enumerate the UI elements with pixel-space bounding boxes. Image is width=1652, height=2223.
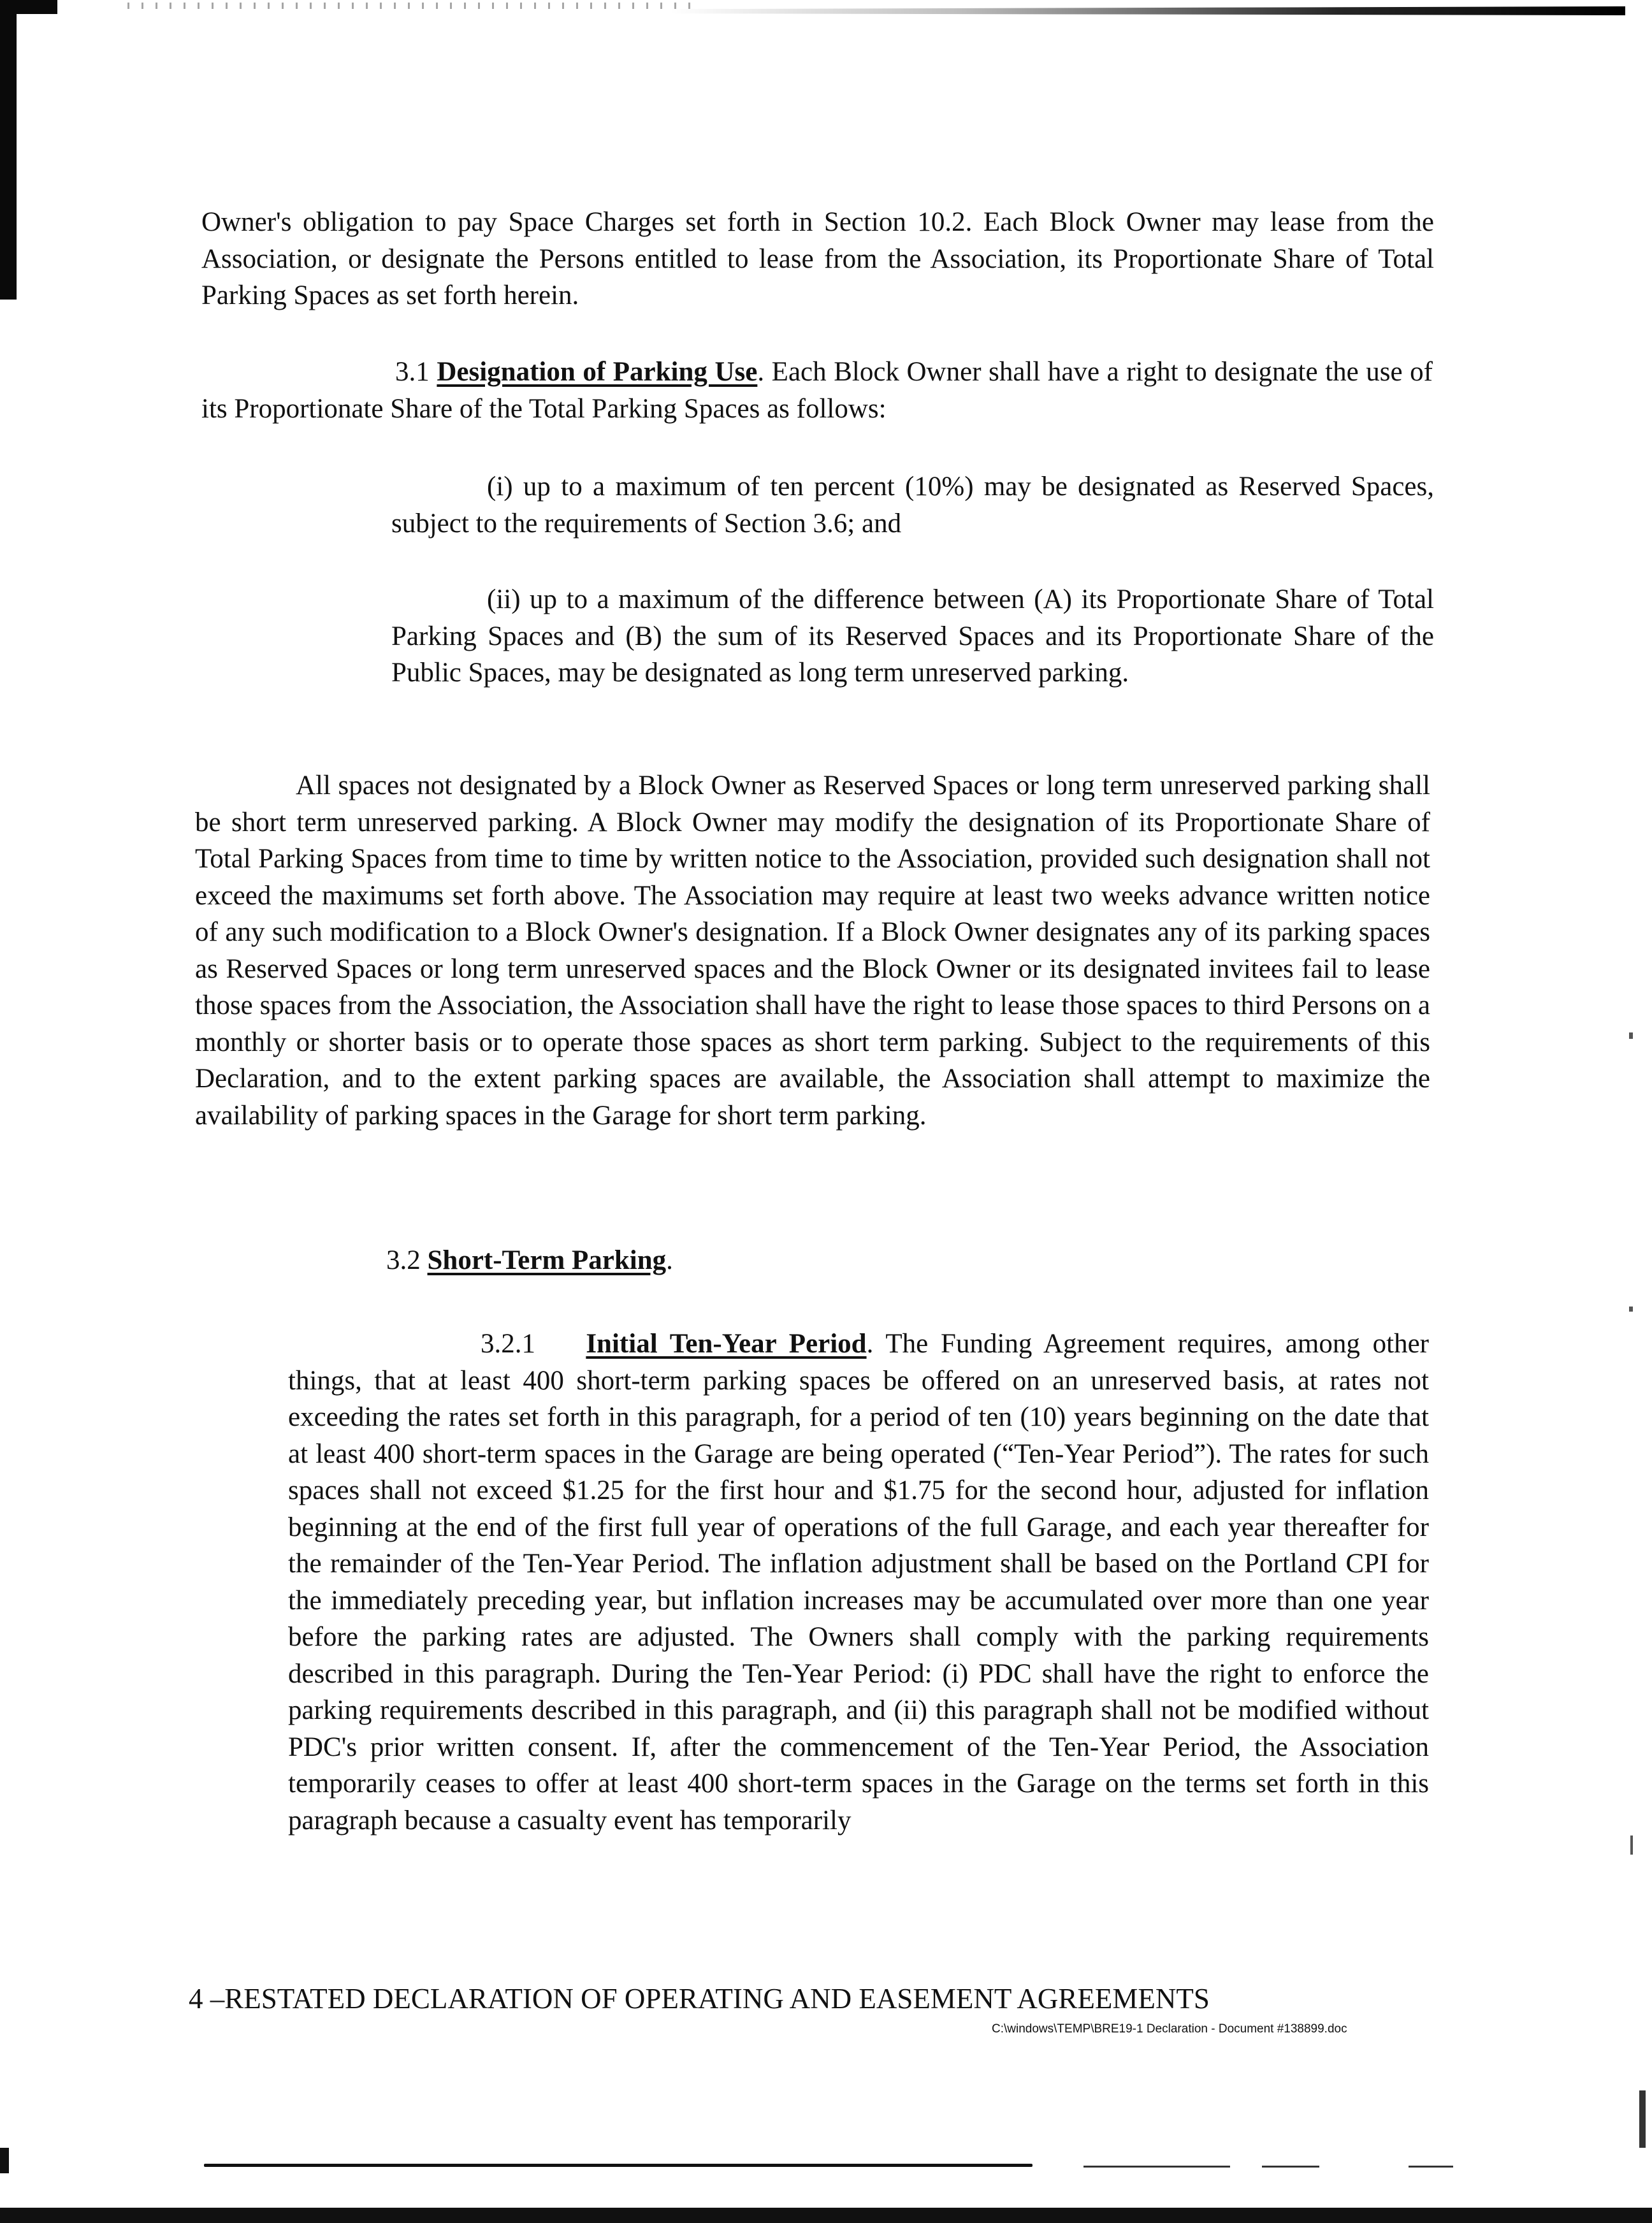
section-3-2-number: 3.2 xyxy=(386,1245,421,1275)
section-3-1-text: . Each Block Owner shall have a right to designate the use of its Proportionate Share of the Total Parking Spaces as follows: xyxy=(201,357,1433,424)
scan-edge-shadow xyxy=(0,0,17,300)
section-3-2-1-text: . The Funding Agreement requires, among other things, that at least 400 short-term parking spaces be offered on an unreserved basis, at rates not exceeding the rates set forth in this paragraph, for a period of ten (10) years beginning on the date that at least 400 short-term spaces in the Garage are being operated (“Ten-Year Period”). The rates for such spaces shall not exceed $1.25 for the first hour and $1.75 for the second hour, adjusted for inflation beginning at the end of the first full year of operations of the full Garage, and each year thereafter for the remainder of the Ten-Year Period. The inflation adjustment shall be based on the Portland CPI for the immediately preceding year, but inflation increases may be accumulated over more than one year before the parking rates are adjusted. The Owners shall comply with the parking requirements described in this paragraph. During the Ten-Year Period: (i) PDC shall have the right to enforce the parking requirements described in this paragraph, and (ii) this paragraph shall not be modified without PDC's prior written consent. If, after the commencement of the Ten-Year Period, the Association temporarily ceases to offer at least 400 short-term spaces in the Garage on the terms set forth in this paragraph because a casualty event has temporarily xyxy=(288,1329,1429,1836)
scan-speck xyxy=(1639,2090,1646,2148)
scan-bottom-dash xyxy=(1409,2166,1453,2168)
section-3-2-1-heading: Initial Ten-Year Period xyxy=(586,1329,867,1359)
section-3-2-heading-line xyxy=(386,1242,673,1279)
section-3-1-paragraph xyxy=(201,354,1433,427)
intro-paragraph: Owner's obligation to pay Space Charges set forth in Section 10.2. Each Block Owner may lease from the Association, or designate the Persons entitled to lease from the Association, its Proportionate Share of Total Parking Spaces as set forth herein. xyxy=(201,207,1434,310)
all-spaces-paragraph: All spaces not designated by a Block Owner as Reserved Spaces or long term unreserved parking shall be short term unreserved parking. A Block Owner may modify the designation of its Proportionate Share of Total Parking Spaces from time to time by written notice to the Association, provided such designation shall not exceed the maximums set forth above. The Association may require at least two weeks advance written notice of any such modification to a Block Owner's designation. If a Block Owner designates any of its parking spaces as Reserved Spaces or long term unreserved spaces and the Block Owner or its designated invitees fail to lease those spaces from the Association, the Association shall have the right to lease those spaces to third Persons on a monthly or shorter basis or to operate those spaces as short term parking. Subject to the requirements of this Declaration, and to the extent parking spaces are available, the Association shall attempt to maximize the availability of parking spaces in the Garage for short term parking. xyxy=(195,771,1430,1131)
scan-bottom-rule xyxy=(204,2164,1032,2167)
section-3-2-1-number: 3.2.1 xyxy=(481,1329,535,1359)
list-item-ii: (ii) up to a maximum of the difference between (A) its Proportionate Share of Total Parking Spaces and (B) the sum of its Reserved Spaces and its Proportionate Share of the Public Spaces, may be designated as long term unreserved parking. xyxy=(391,584,1434,688)
section-3-2-heading: Short-Term Parking xyxy=(427,1245,667,1275)
scan-top-line xyxy=(669,6,1625,15)
scan-speck xyxy=(1629,1032,1633,1039)
scan-edge-shadow-top xyxy=(0,0,57,14)
section-3-2-suffix: . xyxy=(666,1245,673,1275)
section-3-1-number: 3.1 xyxy=(395,357,430,387)
scan-bottom-dash xyxy=(1083,2166,1230,2168)
section-3-2-1-paragraph xyxy=(288,1326,1429,1839)
footer-file-path: C:\windows\TEMP\BRE19-1 Declaration - Document #138899.doc xyxy=(992,2022,1347,2036)
scan-bottom-dash xyxy=(1262,2166,1319,2168)
scan-top-speckle xyxy=(127,3,701,9)
scan-speck xyxy=(1629,1307,1633,1312)
list-item-i: (i) up to a maximum of ten percent (10%) may be designated as Reserved Spaces, subject to the requirements of Section 3.6; and xyxy=(391,472,1434,539)
scan-speck xyxy=(1630,1836,1633,1855)
scan-left-mark xyxy=(0,2148,9,2173)
scan-bottom-band xyxy=(0,2208,1652,2223)
section-3-1-heading: Designation of Parking Use xyxy=(437,357,758,387)
footer-title: 4 –RESTATED DECLARATION OF OPERATING AND EASEMENT AGREEMENTS xyxy=(189,1983,1210,2015)
